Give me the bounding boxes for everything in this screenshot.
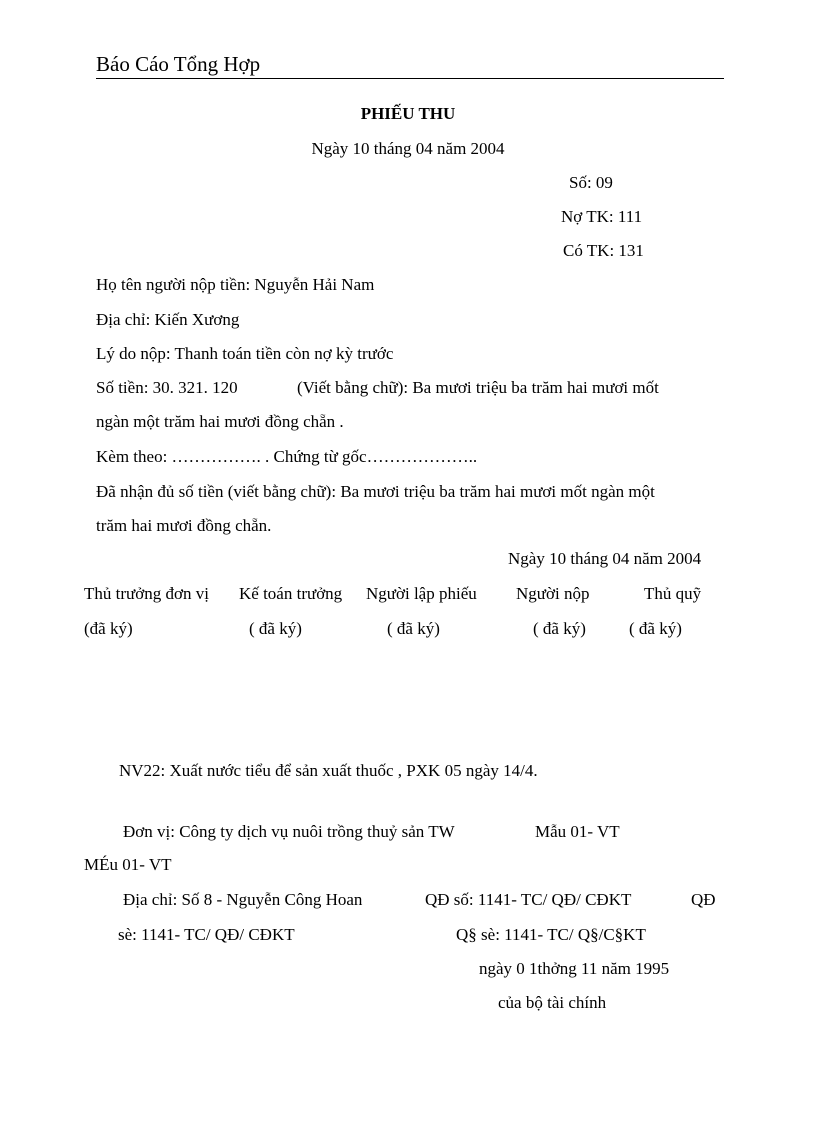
payment-reason: Lý do nộp: Thanh toán tiền còn nợ kỳ trước xyxy=(96,344,394,363)
signing-date: Ngày 10 tháng 04 năm 2004 xyxy=(508,549,702,568)
ministry-of-finance: của bộ tài chính xyxy=(498,993,607,1012)
header-underline xyxy=(96,78,724,79)
transaction-nv22: NV22: Xuất nước tiểu để sản xuất thuốc , PXK 05 ngày 14/4. xyxy=(119,761,538,780)
page-header-title: Báo Cáo Tổng Hợp xyxy=(96,52,261,76)
amount-words-line-2: ngàn một trăm hai mươi đồng chẵn . xyxy=(96,412,344,431)
signature-role-preparer: Người lập phiếu xyxy=(366,584,477,603)
receipt-date: Ngày 10 tháng 04 năm 2004 xyxy=(311,139,505,158)
signature-role-payer: Người nộp xyxy=(516,584,590,603)
payer-address: Địa chỉ: Kiến Xương xyxy=(96,310,240,329)
signature-status-chief-accountant: ( đã ký) xyxy=(249,619,302,638)
receipt-number: Số: 09 xyxy=(569,173,613,192)
signature-status-cashier: ( đã ký) xyxy=(629,619,682,638)
decision-number-garbled-2: Q§ sè: 1141- TC/ Q§/C§KT xyxy=(456,925,646,944)
decision-date: ngày 0 1thởng 11 năm 1995 xyxy=(479,959,670,978)
unit-name: Đơn vị: Công ty dịch vụ nuôi trồng thuỷ sản TW xyxy=(123,822,455,841)
decision-number-garbled-1: sè: 1141- TC/ QĐ/ CĐKT xyxy=(118,925,295,944)
received-line-2: trăm hai mươi đồng chẵn. xyxy=(96,516,272,535)
signature-role-director: Thủ trưởng đơn vị xyxy=(84,584,209,603)
payer-name: Họ tên người nộp tiền: Nguyễn Hải Nam xyxy=(96,275,375,294)
unit-address: Địa chỉ: Số 8 - Nguyễn Công Hoan xyxy=(123,890,363,909)
signature-role-chief-accountant: Kế toán trưởng xyxy=(239,584,343,603)
debit-account: Nợ TK: 111 xyxy=(561,207,643,226)
signature-status-director: (đã ký) xyxy=(84,619,133,638)
amount-words-line-1: (Viết bằng chữ): Ba mươi triệu ba trăm hai mươi mốt xyxy=(297,378,659,397)
decision-tail: QĐ xyxy=(691,890,716,909)
form-code: Mẫu 01- VT xyxy=(535,822,620,841)
decision-number: QĐ số: 1141- TC/ QĐ/ CĐKT xyxy=(425,890,632,909)
receipt-title: PHIẾU THU xyxy=(360,104,456,123)
form-code-garbled: MÉu 01- VT xyxy=(84,855,172,874)
credit-account: Có TK: 131 xyxy=(563,241,644,260)
attachments-line: Kèm theo: ……………. . Chứng từ gốc……………….. xyxy=(96,447,478,466)
signature-status-preparer: ( đã ký) xyxy=(387,619,440,638)
signature-status-payer: ( đã ký) xyxy=(533,619,586,638)
signature-role-cashier: Thủ quỹ xyxy=(644,584,702,603)
amount-number: Số tiền: 30. 321. 120 xyxy=(96,378,238,397)
received-line-1: Đã nhận đủ số tiền (viết bằng chữ): Ba mươi triệu ba trăm hai mươi mốt ngàn một xyxy=(96,482,655,501)
